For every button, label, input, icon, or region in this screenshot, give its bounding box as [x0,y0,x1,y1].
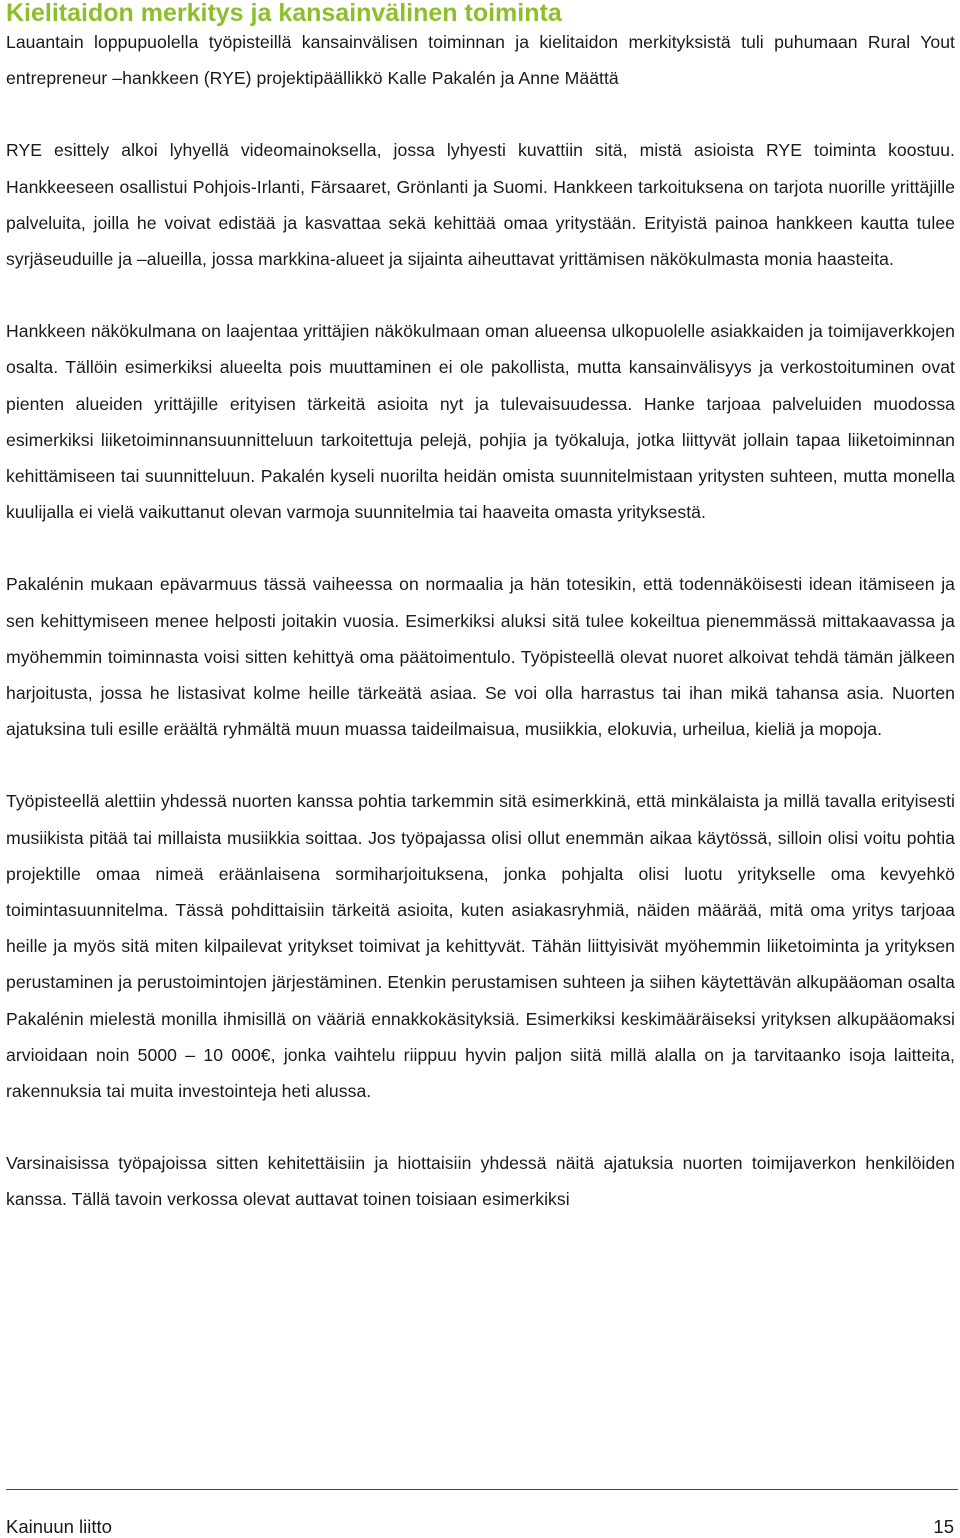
paragraph-rye-presentation: RYE esittely alkoi lyhyellä videomainoksella, jossa lyhyesti kuvattiin sitä, mistä asioista RYE toiminta koostuu. Hankkeeseen osallistui Pohjois-Irlanti, Färsaaret, Grönlanti ja Suomi. Hankkeen tarkoituksena on tarjota nuorille yrittäjille palveluita, joilla he voivat edistää ja kasvattaa sekä kehittää omaa yritystään. Erityistä painoa hankkeen kautta tulee syrjäseuduille ja –alueilla, jossa markkina-alueet ja sijainta aiheuttavat yrittämisen näkökulmasta monia haasteita. [6,140,955,270]
paragraph-workshops-continued: Varsinaisissa työpajoissa sitten kehitettäisiin ja hiottaisiin yhdessä näitä ajatuksia nuorten toimijaverkon henkilöiden kanssa. Tällä tavoin verkossa olevat auttavat toinen toisiaan esimerkiksi [6,1153,955,1210]
paragraph-intro: Lauantain loppupuolella työpisteillä kansainvälisen toiminnan ja kielitaidon merkityksistä tuli puhumaan Rural Yout entrepreneur –hankkeen (RYE) projektipäällikkö Kalle Pakalén ja Anne Määttä [6,32,955,89]
footer-organization: Kainuun liitto [6,1516,112,1537]
paragraph-workshop: Työpisteellä alettiin yhdessä nuorten kanssa pohtia tarkemmin sitä esimerkkinä, että minkälaista ja millä tavalla erityisesti musiikista pitää tai millaista musiikkia soittaa. Jos työpajassa olisi ollut enemmän aikaa käytössä, silloin olisi voitu pohtia projektille omaa nimeä eräänlaisena sormiharjoituksena, jonka pohjalta olisi luotu yritykselle oma kevyehkö toimintasuunnitelma. Tässä pohdittaisiin tärkeitä asioita, kuten asiakasryhmiä, näiden määrää, mitä oma yritys tarjoaa heille ja myös sitä miten kilpailevat yritykset toimivat ja kehittyvät. Tähän liittyisivät myöhemmin liiketoiminta ja yrityksen perustaminen ja perustoimintojen järjestäminen. Etenkin perustamisen suhteen ja siihen käytettävän alkupääoman osalta Pakalénin mielestä monilla ihmisillä on vääriä ennakkokäsityksiä. Esimerkiksi keskimääräiseksi yrityksen alkupääomaksi arvioidaan noin 5000 – 10 000€, jonka vaihtelu riippuu hyvin paljon siitä millä alalla on ja tarvitaanko isoja laitteita, rakennuksia tai muita investointeja heti alussa. [6,791,955,1102]
paragraph-uncertainty: Pakalénin mukaan epävarmuus tässä vaiheessa on normaalia ja hän totesikin, että todennäköisesti idean itämiseen ja sen kehittymiseen menee helposti joitakin vuosia. Esimerkiksi aluksi sitä tulee kokeiltua pienemmässä mittakaavassa ja myöhemmin toiminnasta voisi sitten kehittyä oma päätoimentulo. Työpisteellä olevat nuoret alkoivat tehdä tämän jälkeen harjoitusta, jossa he listasivat kolme heille tärkeätä asiaa. Se voi olla harrastus tai ihan mikä tahansa asia. Nuorten ajatuksina tuli esille eräältä ryhmältä muun muassa taideilmaisua, musiikkia, elokuvia, urheilua, kieliä ja mopoja. [6,574,955,740]
paragraph-project-perspective: Hankkeen näkökulmana on laajentaa yrittäjien näkökulmaan oman alueensa ulkopuolelle asiakkaiden ja toimijaverkkojen osalta. Tällöin esimerkiksi alueelta pois muuttaminen ei ole pakollista, mutta kansainvälisyys ja verkostoituminen ovat pienten alueiden yrittäjille erityisen tärkeitä asioita nyt ja tulevaisuudessa. Hanke tarjoaa palveluiden muodossa esimerkiksi liiketoiminnansuunnitteluun tarkoitettuja pelejä, pohjia ja työkaluja, jotka liittyvät jollain tapaa liiketoiminnan kehittämiseen tai suunnitteluun. Pakalén kyseli nuorilta heidän omista suunnitelmistaan yritysten suhteen, mutta monella kuulijalla ei vielä vaikuttanut olevan varmoja suunnitelmia tai haaveita omasta yrityksestä. [6,321,955,523]
section-heading: Kielitaidon merkitys ja kansainvälinen toiminta [6,0,562,27]
page-number: 15 [933,1516,954,1537]
body-text [6,24,955,1254]
footer-divider [6,1489,958,1490]
